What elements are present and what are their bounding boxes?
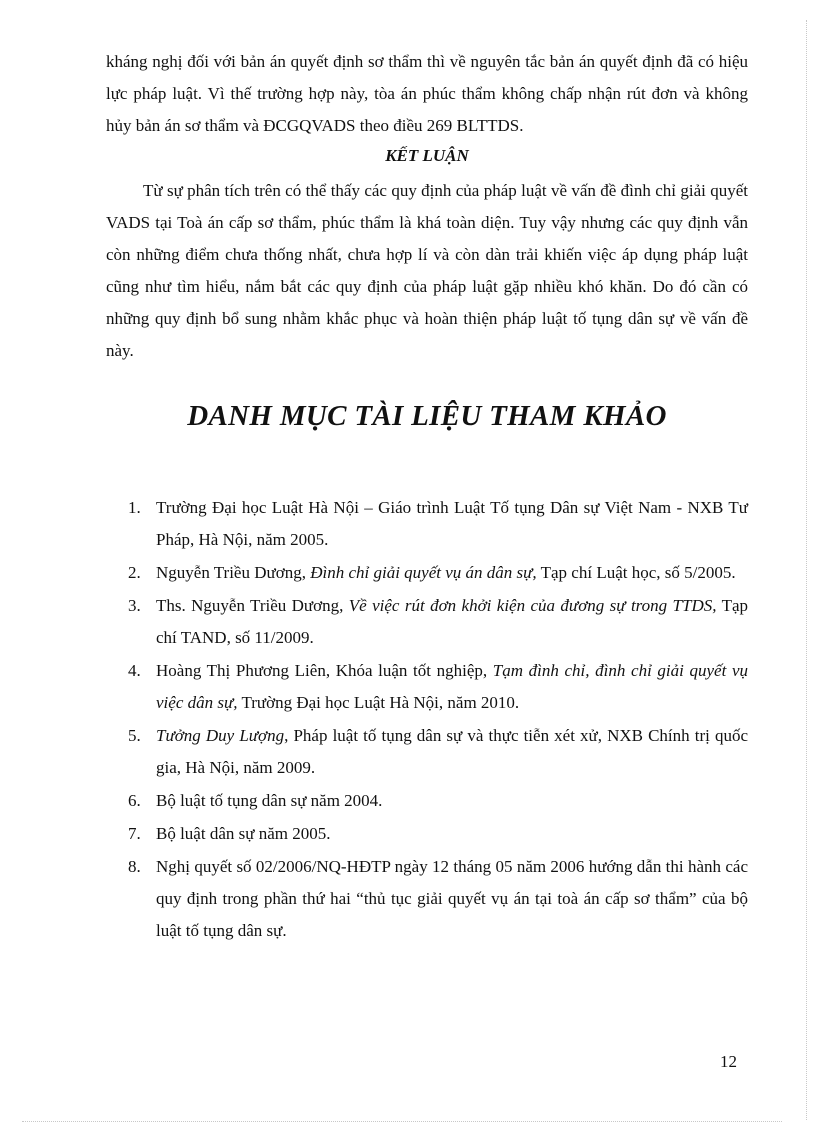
reference-title: Về việc rút đơn khởi kiện của đương sự trong TTDS,: [348, 596, 717, 615]
page-border-bottom: [22, 1121, 782, 1122]
page-border-right: [806, 20, 807, 1120]
reference-author: Hoàng Thị Phương Liên, Khóa luận tốt nghiệp,: [156, 661, 493, 680]
reference-number: 8.: [128, 857, 141, 876]
reference-item: [128, 655, 748, 719]
reference-number: 5.: [128, 726, 141, 745]
conclusion-heading: KẾT LUẬN: [385, 146, 469, 165]
reference-text: Bộ luật tố tụng dân sự năm 2004.: [156, 791, 383, 810]
reference-item: [128, 785, 748, 817]
reference-number: 7.: [128, 824, 141, 843]
reference-item: [128, 590, 748, 654]
reference-source: Trường Đại học Luật Hà Nội, năm 2010.: [237, 693, 520, 712]
reference-text: Bộ luật dân sự năm 2005.: [156, 824, 331, 843]
reference-source: Tạp chí TAND, số 11/2009.: [156, 596, 748, 647]
reference-item: [128, 818, 748, 850]
reference-source: Tạp chí Luật học, số 5/2005.: [536, 563, 736, 582]
conclusion-paragraph: Từ sự phân tích trên có thể thấy các quy định của pháp luật về vấn đề đình chỉ giải quyết VADS tại Toà án cấp sơ thẩm, phúc thẩm là khá toàn diện. Tuy vậy nhưng các quy định vẫn còn những điểm chưa thống nhất, chưa hợp lí và còn dàn trải khiến việc áp dụng pháp luật cũng như tìm hiểu, nắm bắt các quy định của pháp luật gặp nhiều khó khăn. Do đó cần có những quy định bổ sung nhằm khắc phục và hoàn thiện pháp luật tố tụng dân sự về vấn đề này.: [106, 181, 748, 360]
reference-number: 6.: [128, 791, 141, 810]
conclusion-block: [106, 175, 748, 367]
references-list: [128, 492, 748, 948]
reference-author: Ths. Nguyễn Triều Dương,: [156, 596, 349, 615]
reference-number: 3.: [128, 596, 141, 615]
reference-title: Tạm đình chỉ, đình chỉ giải quyết vụ việc dân sự,: [156, 661, 748, 712]
reference-item: [128, 851, 748, 947]
reference-number: 2.: [128, 563, 141, 582]
intro-block: [106, 46, 748, 142]
reference-item: [128, 492, 748, 556]
reference-author: Tưởng Duy Lượng: [156, 726, 285, 745]
reference-source: , Pháp luật tố tụng dân sự và thực tiễn xét xử, NXB Chính trị quốc gia, Hà Nội, năm 2009.: [156, 726, 748, 777]
references-title: DANH MỤC TÀI LIỆU THAM KHẢO: [187, 400, 667, 432]
page-number: 12: [720, 1052, 737, 1071]
intro-paragraph: kháng nghị đối với bản án quyết định sơ thẩm thì về nguyên tắc bản án quyết định đã có hiệu lực pháp luật. Vì thế trường hợp này, tòa án phúc thẩm không chấp nhận rút đơn và không hủy bản án sơ thẩm và ĐCGQVADS theo điều 269 BLTTDS.: [106, 52, 748, 135]
reference-author: Nguyễn Triều Dương,: [156, 563, 311, 582]
reference-text: Nghị quyết số 02/2006/NQ-HĐTP ngày 12 tháng 05 năm 2006 hướng dẫn thi hành các quy định trong phần thứ hai “thủ tục giải quyết vụ án tại toà án cấp sơ thẩm” của bộ luật tố tụng dân sự.: [156, 857, 748, 940]
reference-number: 1.: [128, 498, 141, 517]
reference-text: Trường Đại học Luật Hà Nội – Giáo trình Luật Tố tụng Dân sự Việt Nam - NXB Tư Pháp, Hà Nội, năm 2005.: [156, 498, 748, 549]
reference-title: Đình chỉ giải quyết vụ án dân sự,: [310, 563, 537, 582]
reference-item: [128, 720, 748, 784]
reference-item: [128, 557, 748, 589]
reference-number: 4.: [128, 661, 141, 680]
